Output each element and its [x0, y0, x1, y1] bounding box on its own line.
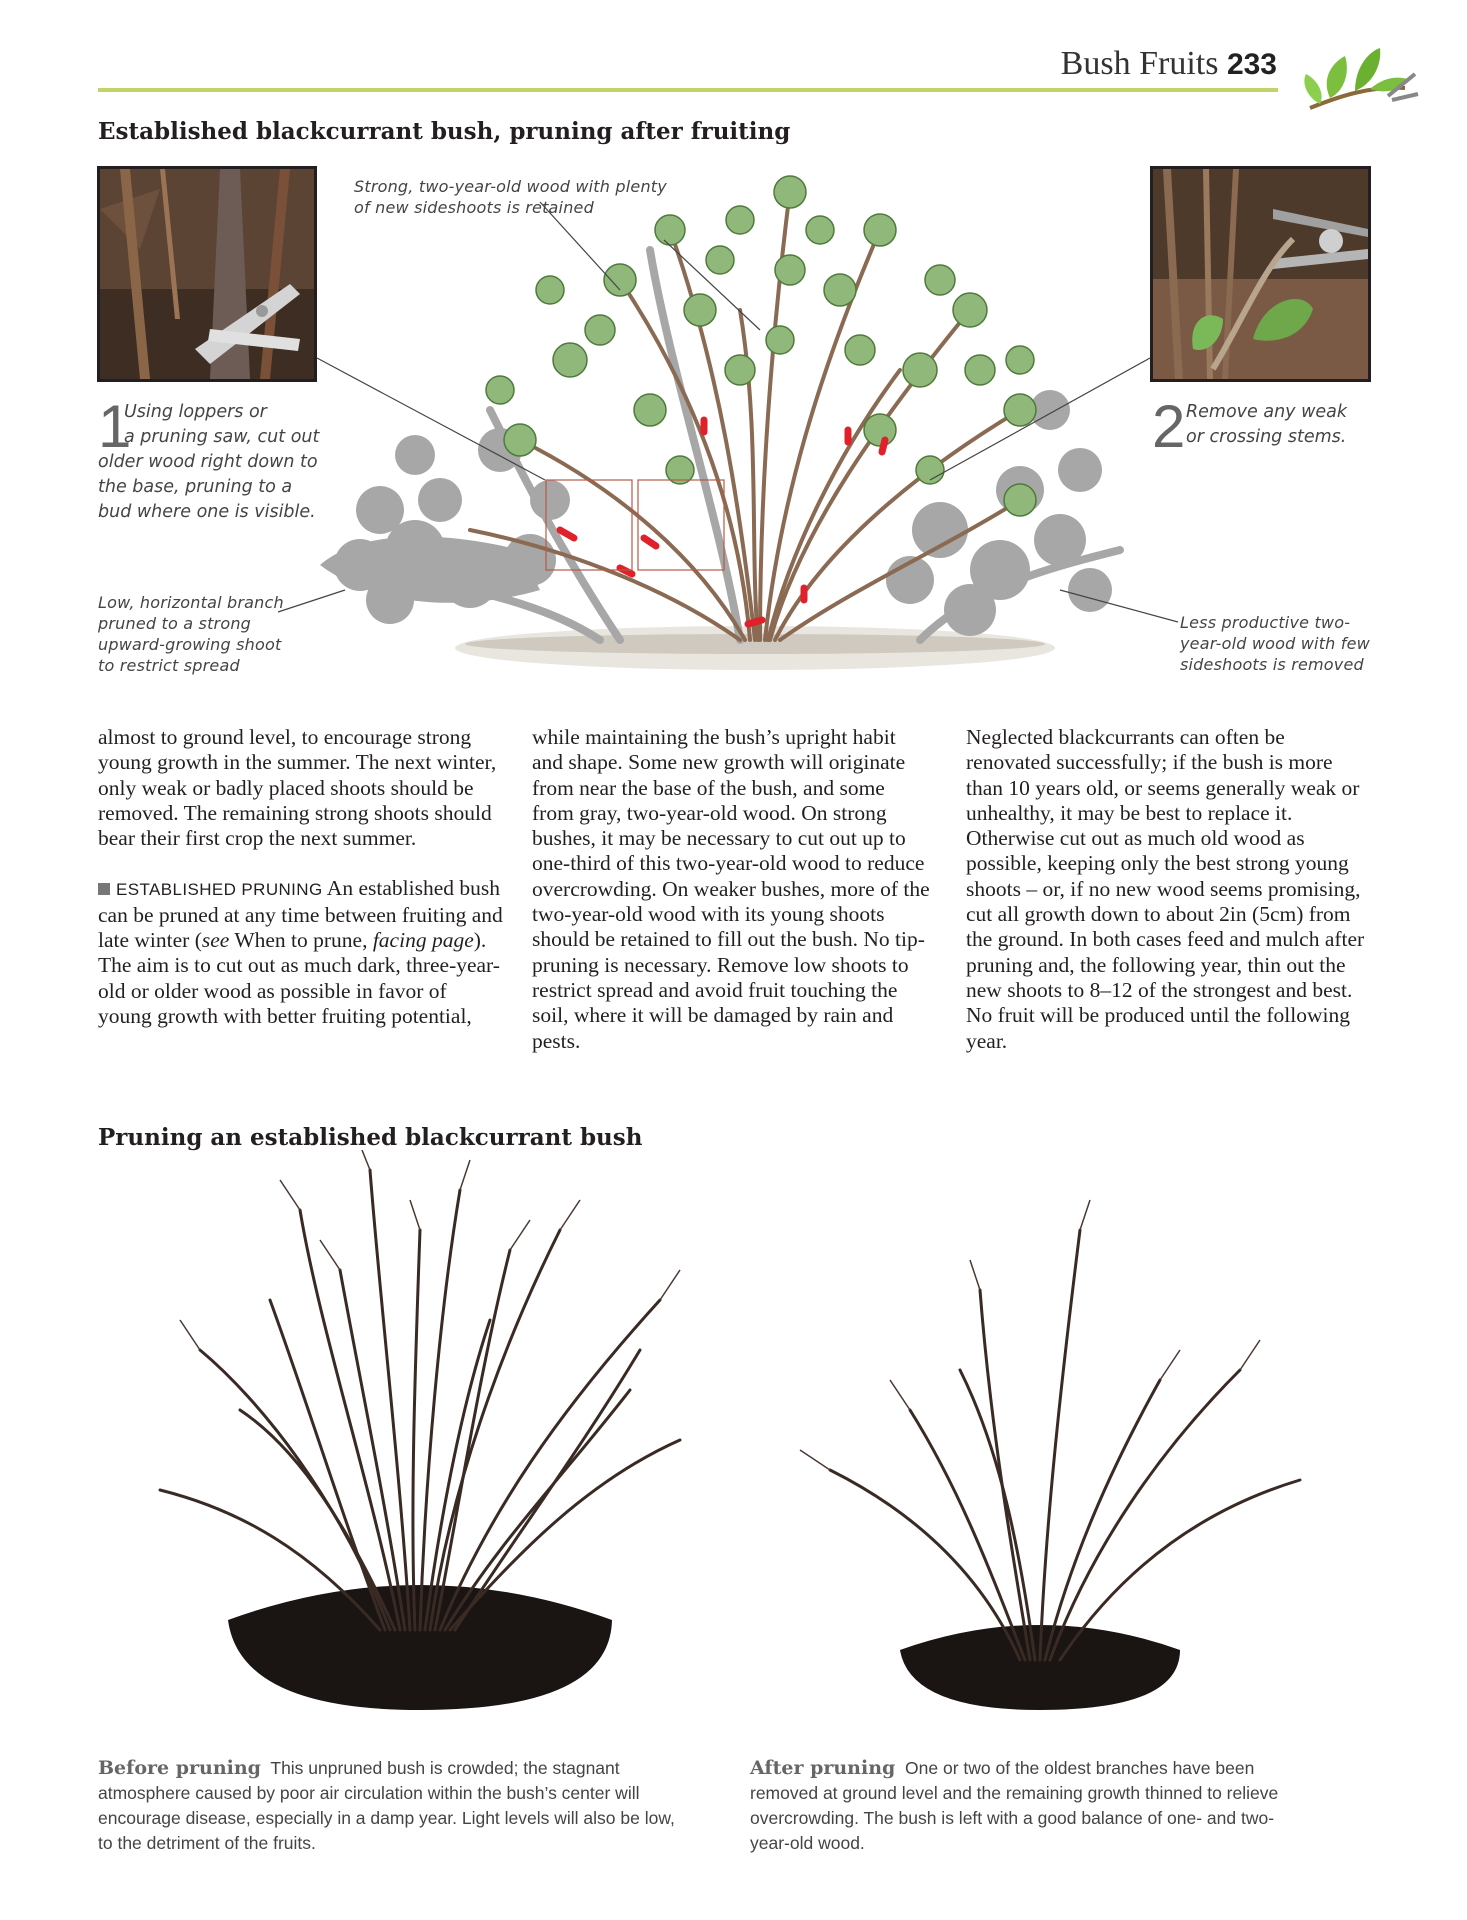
caption-before-lead: Before pruning	[98, 1757, 261, 1779]
step-1-line: older wood right down to	[98, 452, 318, 472]
photo-before-pruning	[140, 1150, 700, 1710]
caption-after-lead: After pruning	[750, 1757, 896, 1779]
col1-paragraph-1: almost to ground level, to encourage strong young growth in the summer. The next winter, only weak or badly placed shoots should be removed. The remaining strong shoots should bear their first crop the next summer.	[98, 725, 497, 851]
body-column-2	[532, 725, 932, 1054]
step-2-caption	[1152, 393, 1372, 460]
step-1-caption	[98, 393, 338, 525]
callout-line: year-old wood with few	[1180, 634, 1370, 653]
subhead-established-pruning: ESTABLISHED PRUNING	[116, 880, 323, 900]
step-2-number: 2	[1152, 393, 1186, 460]
caption-after-text: One or two of the oldest branches have been removed at ground level and the remaining growth thinned to relieve overcrowding. The bush is left with a good balance of one- and two-year-old wood.	[750, 1758, 1279, 1853]
callout-line: sideshoots is removed	[1180, 655, 1364, 674]
subhead-square-icon	[98, 883, 110, 895]
photo-after-pruning	[740, 1190, 1320, 1710]
step-1-line: the base, pruning to a	[98, 477, 293, 497]
step-1-line: bud where one is visible.	[98, 502, 316, 522]
section-name: Bush Fruits	[1060, 45, 1219, 82]
caption-before-pruning	[98, 1756, 688, 1856]
caption-after-pruning	[750, 1756, 1305, 1856]
callout-line: Strong, two-year-old wood with plenty	[354, 177, 667, 196]
body-column-1	[98, 725, 503, 1029]
text-run-italic: facing page	[372, 928, 474, 953]
callout-line: to restrict spread	[98, 656, 240, 675]
page-number: 233	[1226, 48, 1277, 81]
col1-paragraph-2	[98, 876, 503, 1029]
callout-less-productive	[1180, 612, 1370, 675]
callout-line: upward-growing shoot	[98, 635, 282, 654]
col3-paragraph: Neglected blackcurrants can often be renovated successfully; if the bush is more than 10 years old, or seems generally weak or unhealthy, it may be best to replace it. Otherwise cut out as much old wood as possible, keeping only the best strong young shoots – or, if no new wood seems promising, cut all growth down to about 2in (5cm) from the ground. In both cases feed and mulch after pruning and, the following year, thin out the new shoots to 8–12 of the strongest and best. No fruit will be produced until the following year.	[966, 725, 1365, 1053]
step-2-line2: or crossing stems.	[1186, 427, 1347, 447]
step-1-number: 1	[98, 393, 132, 460]
callout-line: Low, horizontal branch	[98, 593, 284, 612]
caption-before-text: This unpruned bush is crowded; the stagnant atmosphere caused by poor air circulation within the bush’s center will encourage disease, especially in a damp year. Light levels will also be low, to the detriment of the fruits.	[98, 1758, 675, 1853]
text-run: An established bush can be pruned at any time between fruiting and late winter (	[98, 876, 503, 953]
section-title-bottom: Pruning an established blackcurrant bush	[98, 1124, 643, 1151]
step-2-line1: Remove any weak	[1186, 402, 1348, 422]
callout-line: pruned to a strong	[98, 614, 252, 633]
text-run: ). The aim is to cut out as much dark, three-year-old or older wood as possible in favor of young growth with better fruiting potential,	[98, 928, 500, 1028]
callout-low-branch	[98, 592, 284, 676]
callout-line: Less productive two-	[1180, 613, 1351, 632]
callout-retained-wood	[354, 176, 667, 218]
step-1-line2: a pruning saw, cut out	[124, 427, 320, 447]
text-run-italic: see	[201, 928, 230, 953]
callout-line: of new sideshoots is retained	[354, 198, 594, 217]
section-title-top: Established blackcurrant bush, pruning after fruiting	[98, 118, 791, 145]
col2-paragraph: while maintaining the bush’s upright habit and shape. Some new growth will originate from near the base of the bush, and some from gray, two-year-old wood. On strong bushes, it may be necessary to cut out up to one-third of this two-year-old wood to reduce overcrowding. On weaker bushes, more of the two-year-old wood with its young shoots should be retained to fill out the bush. No tip-pruning is necessary. Remove low shoots to restrict spread and avoid fruit touching the soil, where it will be damaged by rain and pests.	[532, 725, 930, 1053]
step-1-line1: Using loppers or	[124, 402, 267, 422]
text-run: When to prune,	[229, 928, 373, 953]
body-column-3	[966, 725, 1371, 1054]
